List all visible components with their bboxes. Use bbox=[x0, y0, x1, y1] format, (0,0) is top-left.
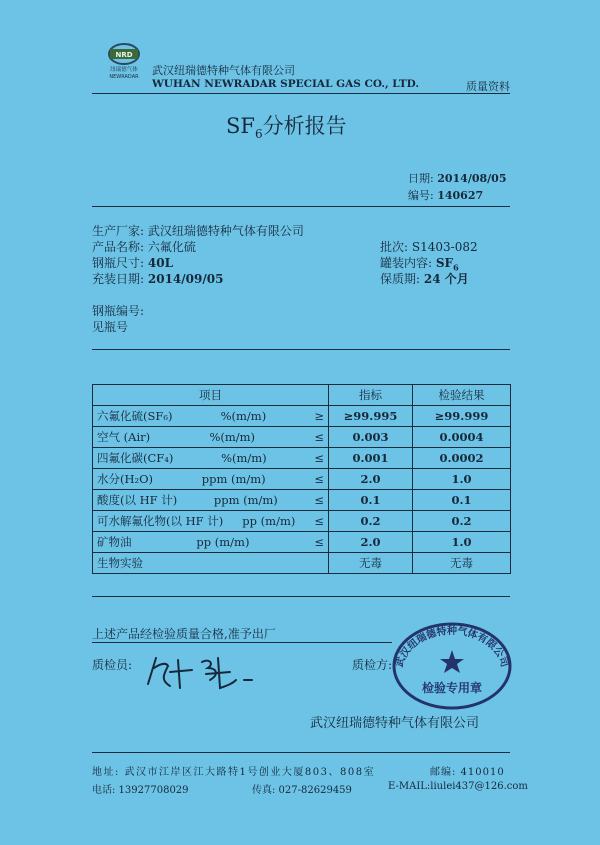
row-op: ≤ bbox=[314, 430, 324, 444]
content-prefix: SF bbox=[435, 256, 454, 270]
table-row bbox=[93, 553, 511, 574]
number-value: 140627 bbox=[437, 189, 484, 202]
row-name: 空气 (Air) bbox=[97, 430, 151, 444]
row-spec: 无毒 bbox=[329, 553, 413, 574]
row-spec: 2.0 bbox=[329, 532, 413, 553]
content-sub: 6 bbox=[453, 262, 459, 273]
meta-rule bbox=[92, 206, 510, 207]
row-spec: 0.003 bbox=[329, 427, 413, 448]
batch-label: 批次: bbox=[380, 240, 409, 254]
logo-cn: 纽瑞德气体 bbox=[110, 67, 138, 73]
row-spec: 0.1 bbox=[329, 490, 413, 511]
qc-label: 质检方: bbox=[352, 658, 393, 672]
info-rule bbox=[92, 349, 510, 350]
row-name: 六氟化硫(SF₆) bbox=[97, 409, 173, 423]
date-value: 2014/08/05 bbox=[437, 172, 507, 185]
size-line bbox=[92, 254, 173, 271]
conclusion-text: 上述产品经检验质量合格,准予出厂 bbox=[92, 627, 276, 641]
row-op: ≤ bbox=[314, 472, 324, 486]
doc-type: 质量资料 bbox=[466, 80, 510, 93]
row-op: ≤ bbox=[314, 493, 324, 507]
row-op: ≤ bbox=[314, 514, 324, 528]
batch-value: S1403-082 bbox=[411, 240, 478, 254]
footer-rule bbox=[92, 752, 510, 753]
date-label: 日期: bbox=[408, 172, 434, 185]
table-bottom-rule bbox=[92, 596, 510, 597]
product-label: 产品名称: bbox=[92, 240, 145, 254]
row-spec: ≥99.995 bbox=[329, 406, 413, 427]
row-spec: 2.0 bbox=[329, 469, 413, 490]
analysis-table bbox=[92, 384, 511, 574]
row-unit: %(m/m) bbox=[221, 451, 267, 465]
row-result: 0.0004 bbox=[413, 427, 511, 448]
header-result: 检验结果 bbox=[413, 385, 511, 406]
row-name: 水分(H₂O) bbox=[97, 472, 154, 486]
table-row bbox=[93, 532, 511, 553]
maker-line bbox=[92, 222, 304, 239]
row-spec: 0.2 bbox=[329, 511, 413, 532]
row-unit: ppm (m/m) bbox=[201, 472, 266, 486]
cylinder-label: 钢瓶编号: bbox=[92, 304, 145, 318]
number-label: 编号: bbox=[408, 189, 434, 202]
phone: 电话: 13927708029 bbox=[92, 785, 189, 796]
header-rule bbox=[92, 93, 510, 94]
table-row bbox=[93, 511, 511, 532]
date-line bbox=[408, 170, 506, 186]
seal-ring-text: 武汉纽瑞德特种气体有限公司 bbox=[394, 626, 510, 669]
size-label: 钢瓶尺寸: bbox=[92, 256, 145, 270]
fill-date-line bbox=[92, 270, 223, 287]
maker-value: 武汉纽瑞德特种气体有限公司 bbox=[147, 224, 304, 238]
address: 地址: 武汉市江岸区江大路特1号创业大厦803、808室 bbox=[92, 767, 376, 778]
company-name-cn: 武汉纽瑞德特种气体有限公司 bbox=[152, 64, 295, 77]
row-op: ≤ bbox=[314, 535, 324, 549]
title-suffix: 分析报告 bbox=[262, 114, 347, 138]
row-result: 0.0002 bbox=[413, 448, 511, 469]
seal-center-text: 检验专用章 bbox=[421, 681, 483, 695]
row-result: 0.1 bbox=[413, 490, 511, 511]
cylinder-value: 见瓶号 bbox=[92, 320, 129, 334]
fill-date-value: 2014/09/05 bbox=[147, 272, 224, 286]
maker-label: 生产厂家: bbox=[92, 224, 145, 238]
row-spec: 0.001 bbox=[329, 448, 413, 469]
shelf-line bbox=[380, 270, 469, 287]
row-name: 矿物油 bbox=[97, 535, 132, 549]
row-result: 1.0 bbox=[413, 532, 511, 553]
fill-date-label: 充装日期: bbox=[92, 272, 145, 286]
row-name: 可水解氟化物(以 HF 计) bbox=[97, 514, 224, 528]
row-result: 0.2 bbox=[413, 511, 511, 532]
logo-text: NRD bbox=[115, 51, 133, 59]
row-op: ≤ bbox=[314, 451, 324, 465]
row-unit: %(m/m) bbox=[220, 409, 267, 423]
row-unit: ppm (m/m) bbox=[213, 493, 278, 507]
row-unit: %(m/m) bbox=[209, 430, 256, 444]
company-name-en: WUHAN NEWRADAR SPECIAL GAS CO., LTD. bbox=[152, 78, 420, 90]
footer-company: 武汉纽瑞德特种气体有限公司 bbox=[310, 716, 480, 731]
inspector-label: 质检员: bbox=[92, 658, 133, 672]
content-label: 罐装内容: bbox=[380, 256, 433, 270]
shelf-label: 保质期: bbox=[380, 272, 421, 286]
table-header bbox=[93, 385, 511, 406]
page-title bbox=[226, 110, 347, 141]
inspection-seal bbox=[388, 616, 516, 712]
row-name: 酸度(以 HF 计) bbox=[97, 493, 178, 507]
email: E-MAIL:liulei437@126.com bbox=[388, 781, 528, 792]
header-item: 项目 bbox=[93, 385, 329, 406]
row-name: 四氟化碳(CF₄) bbox=[97, 451, 174, 465]
inspector-signature bbox=[140, 650, 300, 692]
number-line bbox=[408, 187, 483, 203]
table-row bbox=[93, 406, 511, 427]
table-row bbox=[93, 427, 511, 448]
conclusion-rule bbox=[92, 642, 392, 643]
row-result: ≥99.999 bbox=[413, 406, 511, 427]
postcode: 邮编: 410010 bbox=[430, 767, 505, 778]
row-unit: pp (m/m) bbox=[242, 514, 296, 528]
company-logo bbox=[104, 40, 144, 80]
title-sub: 6 bbox=[254, 127, 263, 142]
row-name: 生物实验 bbox=[97, 556, 143, 570]
table-row bbox=[93, 469, 511, 490]
row-result: 1.0 bbox=[413, 469, 511, 490]
header-spec: 指标 bbox=[329, 385, 413, 406]
row-result: 无毒 bbox=[413, 553, 511, 574]
row-op: ≥ bbox=[314, 409, 324, 423]
row-unit: pp (m/m) bbox=[196, 535, 250, 549]
size-value: 40L bbox=[147, 256, 174, 270]
batch-line bbox=[380, 238, 478, 255]
title-prefix: SF bbox=[226, 114, 255, 138]
product-value: 六氟化硫 bbox=[147, 240, 196, 254]
table-row bbox=[93, 448, 511, 469]
fax: 传真: 027-82629459 bbox=[252, 785, 352, 796]
table-row bbox=[93, 490, 511, 511]
product-line bbox=[92, 238, 196, 255]
logo-en: NEWRADAR bbox=[109, 74, 139, 80]
shelf-value: 24 个月 bbox=[423, 272, 469, 286]
